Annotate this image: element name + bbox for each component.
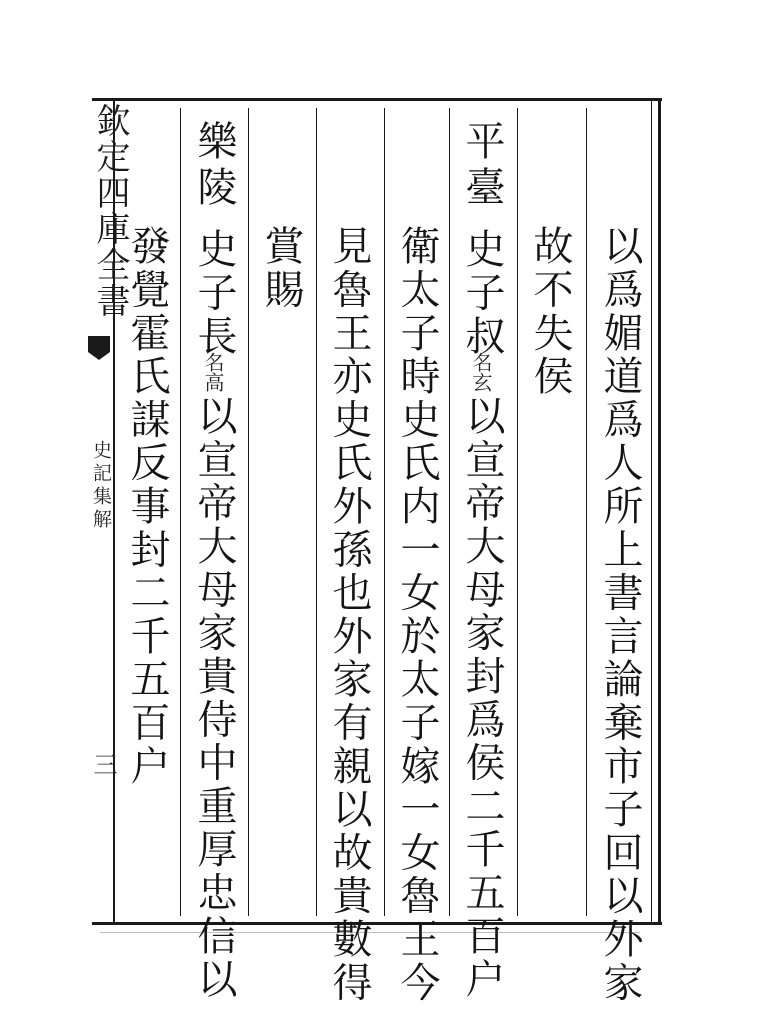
margin-page-number: 三 [89, 752, 117, 776]
text-column-8: 發覺霍氏謀反事封二千五百户 [124, 225, 170, 788]
column-divider [586, 108, 587, 916]
text-column-6: 賞賜 [258, 225, 304, 312]
column-divider [449, 108, 450, 916]
text-column-2: 故不失侯 [527, 225, 573, 399]
frame-bottom-rule [92, 922, 662, 925]
column-divider [384, 108, 385, 916]
frame-right-inner-rule [651, 98, 652, 925]
margin-book-title: 欽定四庫全書 [90, 103, 130, 319]
margin-collection-title: 史記集解 [90, 440, 112, 532]
text-column-7a: 史子長 [191, 228, 237, 358]
text-column-4: 衛太子時史氏内一女於太子嫁一女魯王今 [394, 225, 440, 1005]
scan-speckle [100, 932, 640, 933]
text-column-7b: 以宣帝大母家貴侍中重厚忠信以 [191, 395, 237, 1002]
column-divider [517, 108, 518, 916]
entry-heading-leling: 樂陵 [191, 120, 237, 212]
column-divider [180, 108, 181, 916]
annotation-note-7: 名高 [201, 352, 225, 392]
text-column-3a: 史子叔 [459, 228, 505, 358]
column-divider [248, 108, 249, 916]
fish-tail-mark [88, 336, 110, 352]
frame-right-rule [658, 98, 661, 925]
text-column-5: 見魯王亦史氏外孫也外家有親以故貴數得 [326, 225, 372, 1005]
column-divider [316, 108, 317, 916]
text-column-1: 以爲媚道爲人所上書言論棄市子回以外家 [597, 225, 643, 1005]
annotation-note-3: 名玄 [469, 352, 493, 392]
frame-top-rule [92, 98, 662, 101]
text-column-3b: 以宣帝大母家封爲侯二千五百户 [459, 395, 505, 1002]
entry-heading-pingtai: 平臺 [459, 120, 505, 212]
